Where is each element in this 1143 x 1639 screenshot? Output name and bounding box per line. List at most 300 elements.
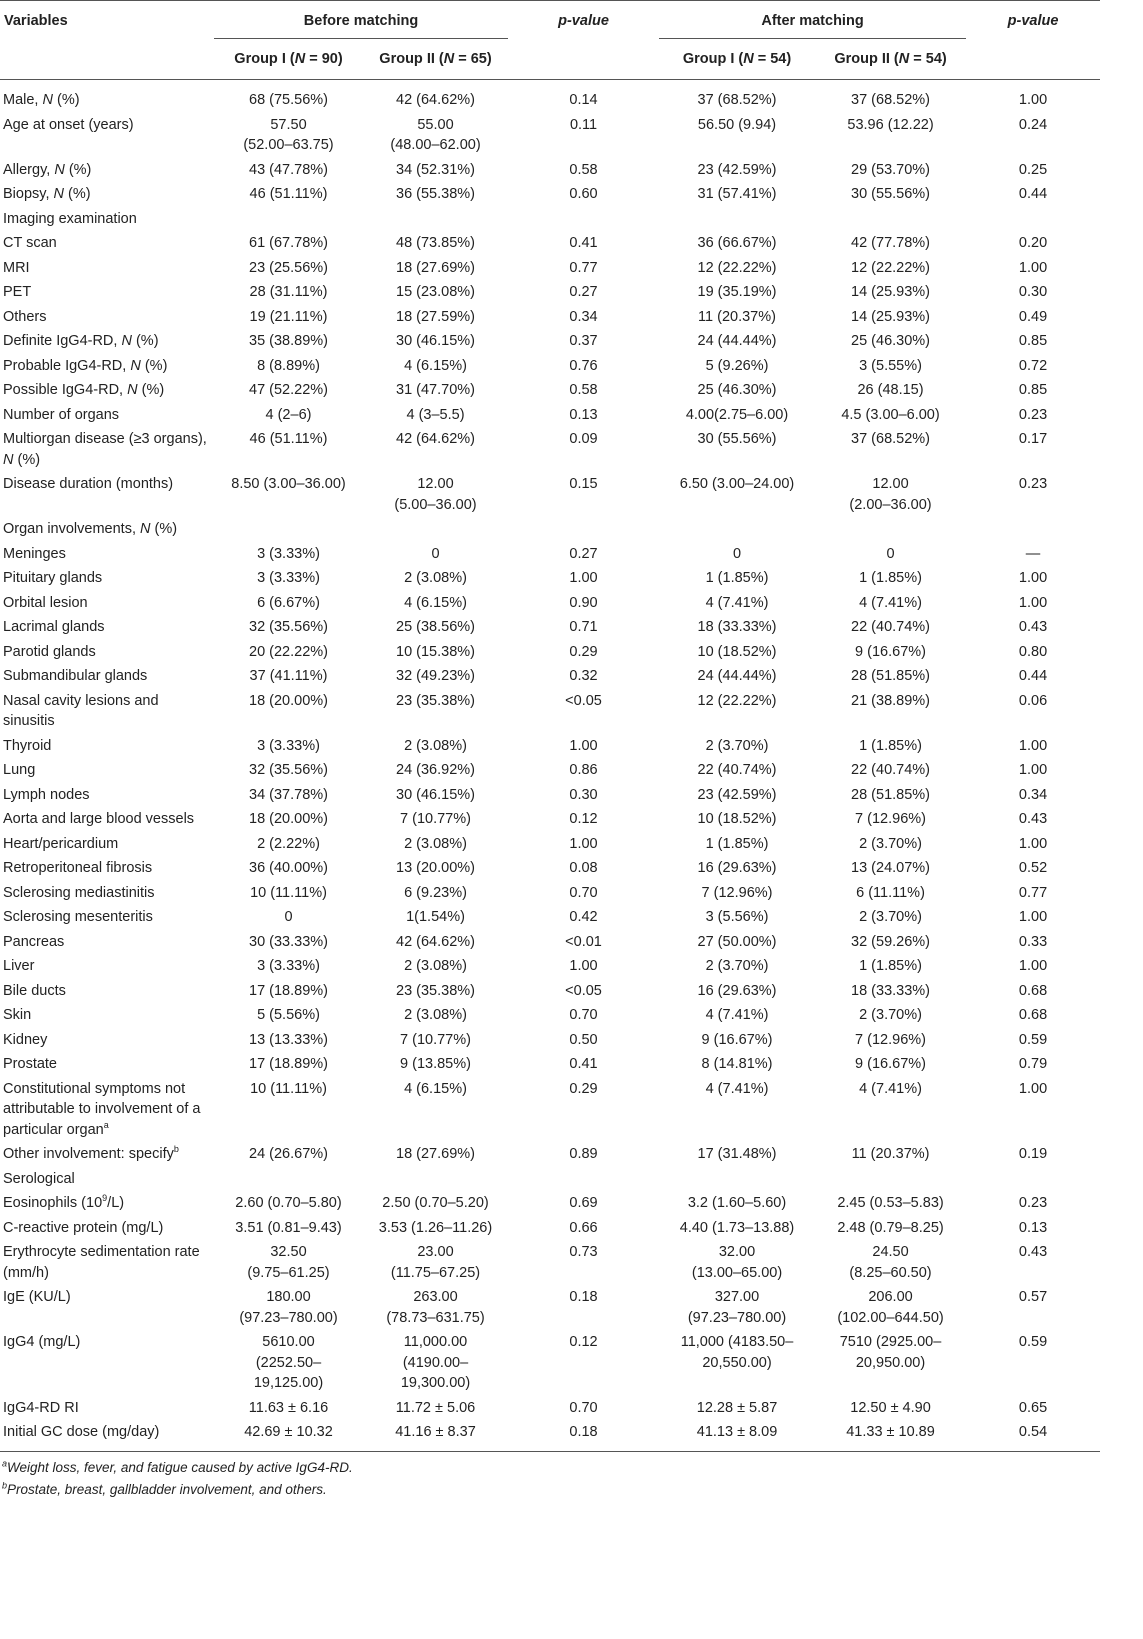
value-cell-b2: 32 (49.23%) (396, 668, 475, 684)
value-cell-b2: 4 (6.15%) (404, 1080, 467, 1097)
value-cell-p2: 0.13 (1018, 1219, 1048, 1236)
value-cell-a1: 19 (35.19%) (697, 284, 777, 300)
variable-cell: Definite IgG4-RD, N (%) (3, 333, 159, 349)
value-cell-p2: 1.00 (1018, 737, 1048, 754)
value-cell-a2: 26 (48.15) (857, 382, 924, 398)
value-cell-p1: 1.00 (569, 570, 598, 586)
value-cell-a2: 22 (40.74%) (851, 619, 931, 635)
value-cell-b1: 5 (5.56%) (257, 1007, 320, 1023)
value-cell-b2: 30 (46.15%) (396, 333, 475, 349)
value-cell-p2: 1.00 (1018, 958, 1048, 974)
value-cell-b1: 3 (3.33%) (257, 545, 320, 562)
value-cell-b1: 35 (38.89%) (249, 333, 328, 349)
value-cell-p2: 1.00 (1018, 1080, 1048, 1097)
value-cell-b1: 3 (3.33%) (257, 958, 320, 974)
value-cell-a1: 0 (732, 545, 742, 562)
value-cell-p2: 1.00 (1018, 92, 1048, 108)
variable-cell: Meninges (3, 545, 66, 562)
value-cell-b2: 11,000.00 (4190.00– 19,300.00) (400, 1334, 471, 1391)
value-cell-a2: 206.00 (102.00–644.50) (837, 1289, 944, 1326)
value-cell-b1: 42.69 ± 10.32 (214, 1420, 363, 1451)
value-cell-b2: 263.00 (78.73–631.75) (386, 1289, 485, 1326)
variable-cell: Heart/pericardium (3, 835, 119, 852)
value-cell-b1: 46 (51.11%) (249, 431, 328, 447)
value-cell-a1: 12 (22.22%) (697, 692, 777, 709)
value-cell-p1: <0.05 (565, 982, 602, 999)
table-row (0, 1003, 1100, 1028)
value-cell-p1: 0.66 (569, 1219, 598, 1236)
value-cell-b2: 34 (52.31%) (396, 161, 475, 178)
value-cell-a2: 1 (1.85%) (859, 570, 922, 586)
value-cell-a1: 36 (66.67%) (697, 235, 777, 251)
value-cell-a2: 14 (25.93%) (851, 284, 931, 300)
value-cell-a2: 1 (1.85%) (859, 737, 922, 754)
header-variables: Variables (0, 1, 214, 39)
value-cell-b1: 17 (18.89%) (249, 1056, 328, 1072)
table-row (0, 954, 1100, 979)
value-cell-p2: 0.77 (1018, 884, 1048, 901)
table-row (0, 615, 1100, 640)
value-cell-b1: 19 (21.11%) (249, 308, 328, 325)
header-group: Group II (N = 65) (363, 38, 508, 80)
value-cell-p2: 0.34 (1018, 786, 1048, 803)
variable-cell: Biopsy, N (%) (3, 186, 91, 202)
value-cell-a2: 2 (3.70%) (859, 1007, 922, 1023)
table-row (0, 427, 1100, 472)
table-row (0, 354, 1100, 379)
value-cell-a1: 24 (44.44%) (697, 333, 777, 349)
variable-cell: Sclerosing mediastinitis (3, 884, 155, 901)
variable-cell: Submandibular glands (3, 668, 148, 684)
value-cell-b1: 4 (2–6) (265, 406, 312, 423)
value-cell-p1: 0.37 (569, 333, 598, 349)
value-cell-p1: 0.30 (569, 786, 598, 803)
value-cell-a2: 21 (38.89%) (851, 692, 931, 709)
value-cell-b2: 11.72 ± 5.06 (395, 1399, 476, 1416)
value-cell-p2: 0.68 (1018, 982, 1048, 999)
table-row (0, 905, 1100, 930)
value-cell-b2: 13 (20.00%) (396, 860, 475, 876)
value-cell-p1: 0.08 (569, 860, 598, 876)
value-cell-a2: 2.45 (0.53–5.83) (837, 1195, 944, 1211)
value-cell-b2: 9 (13.85%) (400, 1056, 471, 1072)
table-row (0, 207, 1100, 232)
table-row (0, 881, 1100, 906)
table-row (0, 591, 1100, 616)
header-blank (508, 38, 659, 80)
value-cell-p1: 0.27 (569, 545, 598, 562)
value-cell-a2: 4 (7.41%) (859, 1080, 922, 1097)
header-blank (966, 38, 1100, 80)
header-group: Group I (N = 54) (659, 38, 815, 80)
value-cell-b1: 180.00 (97.23–780.00) (239, 1289, 338, 1326)
value-cell-b1: 34 (37.78%) (249, 786, 328, 803)
value-cell-b1: 5610.00 (2252.50– 19,125.00) (253, 1334, 324, 1391)
value-cell-b1: 47 (52.22%) (249, 382, 328, 398)
value-cell-b2: 2.50 (0.70–5.20) (382, 1195, 489, 1211)
table-row (0, 80, 1100, 113)
value-cell-a1: 56.50 (9.94) (697, 116, 777, 133)
value-cell-p2: 0.43 (1018, 619, 1048, 635)
value-cell-p1: 0.69 (569, 1195, 598, 1211)
value-cell-a1: 22 (40.74%) (697, 762, 777, 778)
variable-cell: Probable IgG4-RD, N (%) (3, 357, 168, 374)
table-row (0, 1420, 1100, 1451)
table-row (0, 979, 1100, 1004)
value-cell-b1: 8 (8.89%) (257, 357, 320, 374)
value-cell-b2: 15 (23.08%) (396, 284, 475, 300)
value-cell-a1: 4 (7.41%) (705, 594, 769, 611)
value-cell-p2: 0.43 (1018, 811, 1048, 827)
value-cell-b1: 2 (2.22%) (257, 835, 320, 852)
variable-cell: Aorta and large blood vessels (3, 811, 195, 827)
variable-cell: Allergy, N (%) (3, 161, 92, 178)
table-row (0, 113, 1100, 158)
value-cell-a1: 23 (42.59%) (697, 161, 777, 178)
value-cell-b2: 2 (3.08%) (404, 570, 467, 586)
table-row (0, 182, 1100, 207)
value-cell-a2: 12.00 (2.00–36.00) (849, 476, 932, 513)
value-cell-p2: 0.20 (1018, 235, 1048, 251)
value-cell-b2: 4 (3–5.5) (406, 406, 465, 423)
value-cell-a1: 18 (33.33%) (697, 619, 777, 635)
variable-cell: Lymph nodes (3, 786, 90, 803)
value-cell-p2: 0.65 (1018, 1399, 1048, 1416)
variable-cell: PET (3, 284, 32, 300)
value-cell-p1: 0.29 (569, 1080, 598, 1097)
value-cell-a1: 24 (44.44%) (697, 668, 777, 684)
value-cell-p1: 0.42 (569, 909, 598, 925)
value-cell-p1: <0.01 (565, 933, 602, 950)
value-cell-b1: 23 (25.56%) (249, 259, 328, 276)
value-cell-a2: 0 (886, 545, 895, 562)
value-cell-p1: 0.86 (569, 762, 598, 778)
value-cell-b2: 4 (6.15%) (404, 357, 467, 374)
value-cell-p1: 1.00 (569, 835, 598, 852)
value-cell-p1: 0.32 (569, 668, 598, 684)
value-cell-p1: 0.76 (569, 357, 598, 374)
value-cell-p2: 0.23 (1018, 406, 1048, 423)
value-cell-a1: 10 (18.52%) (697, 811, 777, 827)
value-cell-b2: 4 (6.15%) (404, 594, 467, 611)
value-cell-a1: 6.50 (3.00–24.00) (679, 476, 795, 492)
value-cell-b2: 2 (3.08%) (404, 1007, 467, 1023)
value-cell-p2 (966, 1167, 1100, 1192)
value-cell-p1: 0.09 (569, 431, 598, 447)
value-cell-a2: 18 (33.33%) (851, 982, 931, 999)
table-row (0, 1330, 1100, 1396)
variable-cell: Other involvement: specify$^b$ (3, 1144, 179, 1162)
variable-cell: Serological (3, 1170, 75, 1187)
value-cell-b2: 2 (3.08%) (404, 958, 467, 974)
value-cell-b1: 46 (51.11%) (249, 186, 328, 202)
variable-cell: Prostate (3, 1056, 57, 1072)
value-cell-p1: 0.41 (569, 1056, 598, 1072)
table-body (0, 80, 1100, 1452)
value-cell-p1: 0.60 (569, 186, 598, 202)
value-cell-b1: 30 (33.33%) (249, 933, 328, 950)
table-row (0, 305, 1100, 330)
value-cell-a1: 27 (50.00%) (697, 933, 777, 950)
variable-cell: Thyroid (3, 737, 52, 754)
value-cell-b1: 3 (3.33%) (257, 737, 320, 754)
value-cell-b1: 37 (41.11%) (249, 668, 328, 684)
value-cell-b1 (214, 1167, 363, 1192)
value-cell-a1: 7 (12.96%) (701, 884, 773, 901)
variable-cell: Others (3, 308, 47, 325)
value-cell-b1: 3 (3.33%) (257, 570, 320, 586)
table-row (0, 930, 1100, 955)
value-cell-p1: <0.05 (565, 692, 602, 709)
value-cell-b2: 42 (64.62%) (396, 431, 475, 447)
variable-cell: IgG4 (mg/L) (3, 1334, 81, 1350)
footnote: $^b$Prostate, breast, gallbladder involvement, and others. (2, 1480, 327, 1497)
value-cell-b1: 18 (20.00%) (249, 811, 328, 827)
variable-cell: Organ involvements, N (%) (3, 521, 178, 537)
value-cell-p2: 0.23 (1018, 1195, 1048, 1211)
value-cell-a2: 12.50 ± 4.90 (850, 1399, 931, 1416)
value-cell-p2: 0.33 (1018, 933, 1048, 950)
value-cell-p1 (508, 207, 659, 232)
value-cell-a2: 7 (12.96%) (855, 811, 926, 827)
header-group: Group I (N = 90) (214, 38, 363, 80)
variable-cell: Lacrimal glands (3, 619, 105, 635)
variable-cell: Retroperitoneal fibrosis (3, 860, 153, 876)
value-cell-b1: 10 (11.11%) (250, 1080, 327, 1097)
value-cell-p2: 0.19 (1018, 1146, 1048, 1162)
header-blank (0, 38, 214, 80)
value-cell-p1: 0.13 (569, 406, 598, 423)
value-cell-a1: 41.13 ± 8.09 (659, 1420, 815, 1451)
value-cell-a2: 28 (51.85%) (851, 786, 931, 803)
value-cell-p2: 1.00 (1018, 594, 1048, 611)
value-cell-p1: 0.34 (569, 308, 598, 325)
value-cell-p1: 0.18 (569, 1289, 598, 1305)
value-cell-b2: 48 (73.85%) (396, 235, 475, 251)
value-cell-p1: 1.00 (569, 737, 598, 754)
value-cell-b1: 68 (75.56%) (249, 92, 328, 108)
value-cell-p1: 0.41 (569, 235, 598, 251)
value-cell-b1: 32.50 (9.75–61.25) (247, 1244, 330, 1281)
value-cell-p2: 0.44 (1018, 186, 1048, 202)
variable-cell: Orbital lesion (3, 594, 88, 611)
footnotes (0, 1457, 1100, 1501)
variable-cell: Bile ducts (3, 982, 66, 999)
value-cell-b1: 36 (40.00%) (249, 860, 328, 876)
variable-cell: Possible IgG4-RD, N (%) (3, 382, 165, 398)
value-cell-p1: 0.12 (569, 811, 598, 827)
value-cell-p2: 1.00 (1018, 762, 1048, 778)
value-cell-b2: 18 (27.59%) (396, 308, 475, 325)
value-cell-a2: 13 (24.07%) (851, 860, 931, 876)
value-cell-a2: 37 (68.52%) (851, 431, 931, 447)
value-cell-b1: 28 (31.11%) (249, 284, 328, 300)
value-cell-b2 (363, 207, 508, 232)
value-cell-b2: 2 (3.08%) (404, 835, 467, 852)
value-cell-p1: 0.14 (569, 92, 598, 108)
value-cell-a2 (815, 207, 966, 232)
variable-cell: Kidney (3, 1031, 48, 1048)
value-cell-a1: 16 (29.63%) (697, 860, 777, 876)
value-cell-p1: 0.58 (569, 382, 598, 398)
variable-cell: Age at onset (years) (3, 116, 134, 133)
value-cell-a2: 4 (7.41%) (859, 594, 922, 611)
value-cell-p2: 1.00 (1018, 570, 1048, 586)
value-cell-a1 (659, 207, 815, 232)
value-cell-a1: 23 (42.59%) (697, 786, 777, 803)
table-row (0, 1052, 1100, 1077)
table-row (0, 783, 1100, 808)
value-cell-a1: 2 (3.70%) (705, 737, 769, 754)
variable-cell: Sclerosing mesenteritis (3, 909, 153, 925)
value-cell-b2: 0 (431, 545, 440, 562)
value-cell-a2: 7510 (2925.00– 20,950.00) (839, 1334, 942, 1371)
value-cell-a1: 37 (68.52%) (697, 92, 777, 108)
value-cell-a2: 32 (59.26%) (851, 933, 931, 950)
value-cell-a1: 4 (7.41%) (705, 1080, 769, 1097)
variable-cell: Number of organs (3, 406, 120, 423)
value-cell-a2: 42 (77.78%) (851, 235, 931, 251)
value-cell-b2: 18 (27.69%) (396, 259, 475, 276)
table-row (0, 1240, 1100, 1285)
variable-cell: Eosinophils $(10^9/L)$ (3, 1193, 125, 1211)
value-cell-p2: 1.00 (1018, 259, 1048, 276)
value-cell-a1: 3.2 (1.60–5.60) (687, 1195, 787, 1211)
table-row (0, 378, 1100, 403)
table-row (0, 280, 1100, 305)
value-cell-b1: 10 (11.11%) (250, 884, 327, 901)
table-row (0, 758, 1100, 783)
value-cell-p2: 0.59 (1018, 1334, 1048, 1350)
value-cell-p1: 0.70 (569, 884, 598, 901)
value-cell-a2: 7 (12.96%) (855, 1031, 926, 1048)
value-cell-p2: 1.00 (1018, 909, 1048, 925)
value-cell-a2: 12 (22.22%) (851, 259, 931, 276)
table-row (0, 1396, 1100, 1421)
value-cell-b2: 10 (15.38%) (396, 643, 475, 660)
value-cell-b1: 11.63 ± 6.16 (248, 1399, 329, 1416)
value-cell-a1: 11 (20.37%) (698, 308, 776, 325)
table-row (0, 807, 1100, 832)
table-row (0, 1077, 1100, 1143)
value-cell-p1: 0.18 (508, 1420, 659, 1451)
value-cell-p1: 0.50 (569, 1031, 598, 1048)
value-cell-p1: 0.73 (569, 1244, 598, 1260)
value-cell-b2: 6 (9.23%) (404, 884, 467, 901)
value-cell-a1: 9 (16.67%) (701, 1031, 773, 1048)
value-cell-a2: 29 (53.70%) (851, 161, 931, 178)
variable-cell: Liver (3, 958, 35, 974)
table-row (0, 1142, 1100, 1167)
value-cell-p2: 0.43 (1018, 1244, 1048, 1260)
value-cell-p2: 0.06 (1018, 692, 1048, 709)
variable-cell: Multiorgan disease (≥3 organs), N (%) (3, 431, 207, 468)
value-cell-a1: 11,000 (4183.50– 20,550.00) (680, 1334, 794, 1371)
table-row (0, 1216, 1100, 1241)
value-cell-b1: 13 (13.33%) (249, 1031, 328, 1048)
value-cell-b2: 36 (55.38%) (396, 186, 475, 202)
value-cell-a1: 3 (5.56%) (705, 909, 769, 925)
value-cell-p2: 0.23 (1018, 476, 1048, 492)
value-cell-b1: 24 (26.67%) (249, 1146, 328, 1162)
value-cell-a1: 16 (29.63%) (697, 982, 777, 999)
value-cell-p1: 0.70 (569, 1007, 598, 1023)
table-row (0, 566, 1100, 591)
value-cell-a2 (815, 517, 966, 542)
value-cell-p1: 0.11 (569, 116, 598, 133)
value-cell-p2: 0.57 (1018, 1289, 1048, 1305)
value-cell-p2: 0.72 (1018, 357, 1048, 374)
footnote: $^a$Weight loss, fever, and fatigue caused by active IgG4-RD. (2, 1458, 353, 1475)
value-cell-b2 (363, 517, 508, 542)
value-cell-b2: 30 (46.15%) (396, 786, 475, 803)
variable-cell: Pancreas (3, 933, 65, 950)
value-cell-b1: 32 (35.56%) (249, 619, 328, 635)
value-cell-p2: 0.25 (1018, 161, 1048, 178)
value-cell-p2: — (1025, 545, 1041, 562)
variable-cell: Lung (3, 762, 36, 778)
value-cell-b2: 41.16 ± 8.37 (363, 1420, 508, 1451)
value-cell-a2: 22 (40.74%) (851, 762, 931, 778)
value-cell-b2: 23.00 (11.75–67.25) (390, 1244, 481, 1281)
value-cell-b1: 17 (18.89%) (249, 982, 328, 999)
value-cell-a2: 30 (55.56%) (851, 186, 931, 202)
value-cell-b1: 43 (47.78%) (249, 161, 328, 178)
value-cell-a2: 37 (68.52%) (851, 92, 931, 108)
table-row (0, 403, 1100, 428)
value-cell-p1 (508, 1167, 659, 1192)
variable-cell: Initial GC dose (mg/day) (0, 1420, 214, 1451)
value-cell-b2: 7 (10.77%) (400, 811, 471, 827)
value-cell-a2: 9 (16.67%) (855, 1056, 926, 1072)
variable-cell: Nasal cavity lesions and sinusitis (3, 692, 159, 729)
variable-cell: Male, N (%) (3, 92, 80, 108)
table-row (0, 689, 1100, 734)
table-row (0, 1285, 1100, 1330)
value-cell-a2: 11 (20.37%) (851, 1146, 930, 1162)
value-cell-b1: 6 (6.67%) (257, 594, 320, 611)
value-cell-a2: 4.5 (3.00–6.00) (841, 406, 940, 423)
value-cell-b1: 2.60 (0.70–5.80) (235, 1195, 342, 1211)
value-cell-p1: 0.89 (569, 1146, 598, 1162)
value-cell-a1 (659, 1167, 815, 1192)
value-cell-p1: 0.90 (569, 594, 598, 611)
value-cell-p2: 0.85 (1018, 333, 1048, 349)
table-row (0, 231, 1100, 256)
header-pvalue-before: p-value (508, 1, 659, 39)
table-row (0, 832, 1100, 857)
value-cell-p1: 0.71 (569, 619, 598, 635)
table-row (0, 256, 1100, 281)
value-cell-p2: 0.59 (1018, 1031, 1048, 1048)
value-cell-a1: 327.00 (97.23–780.00) (687, 1289, 787, 1326)
value-cell-p1: 0.70 (569, 1399, 598, 1416)
value-cell-a1 (659, 517, 815, 542)
value-cell-p2: 0.52 (1018, 860, 1048, 876)
variable-cell: IgG4-RD RI (3, 1399, 79, 1416)
value-cell-b2: 42 (64.62%) (396, 92, 475, 108)
value-cell-a1: 4.00(2.75–6.00) (685, 406, 789, 423)
variable-cell: Erythrocyte sedimentation rate (mm/h) (3, 1244, 200, 1281)
value-cell-p2: 0.44 (1018, 668, 1048, 684)
variable-cell: Pituitary glands (3, 570, 103, 586)
value-cell-b2: 2 (3.08%) (404, 737, 467, 754)
value-cell-b1 (214, 207, 363, 232)
value-cell-a2: 3 (5.55%) (859, 357, 922, 374)
value-cell-p2 (966, 207, 1100, 232)
value-cell-b2: 12.00 (5.00–36.00) (394, 476, 477, 513)
value-cell-a2: 41.33 ± 10.89 (815, 1420, 966, 1451)
